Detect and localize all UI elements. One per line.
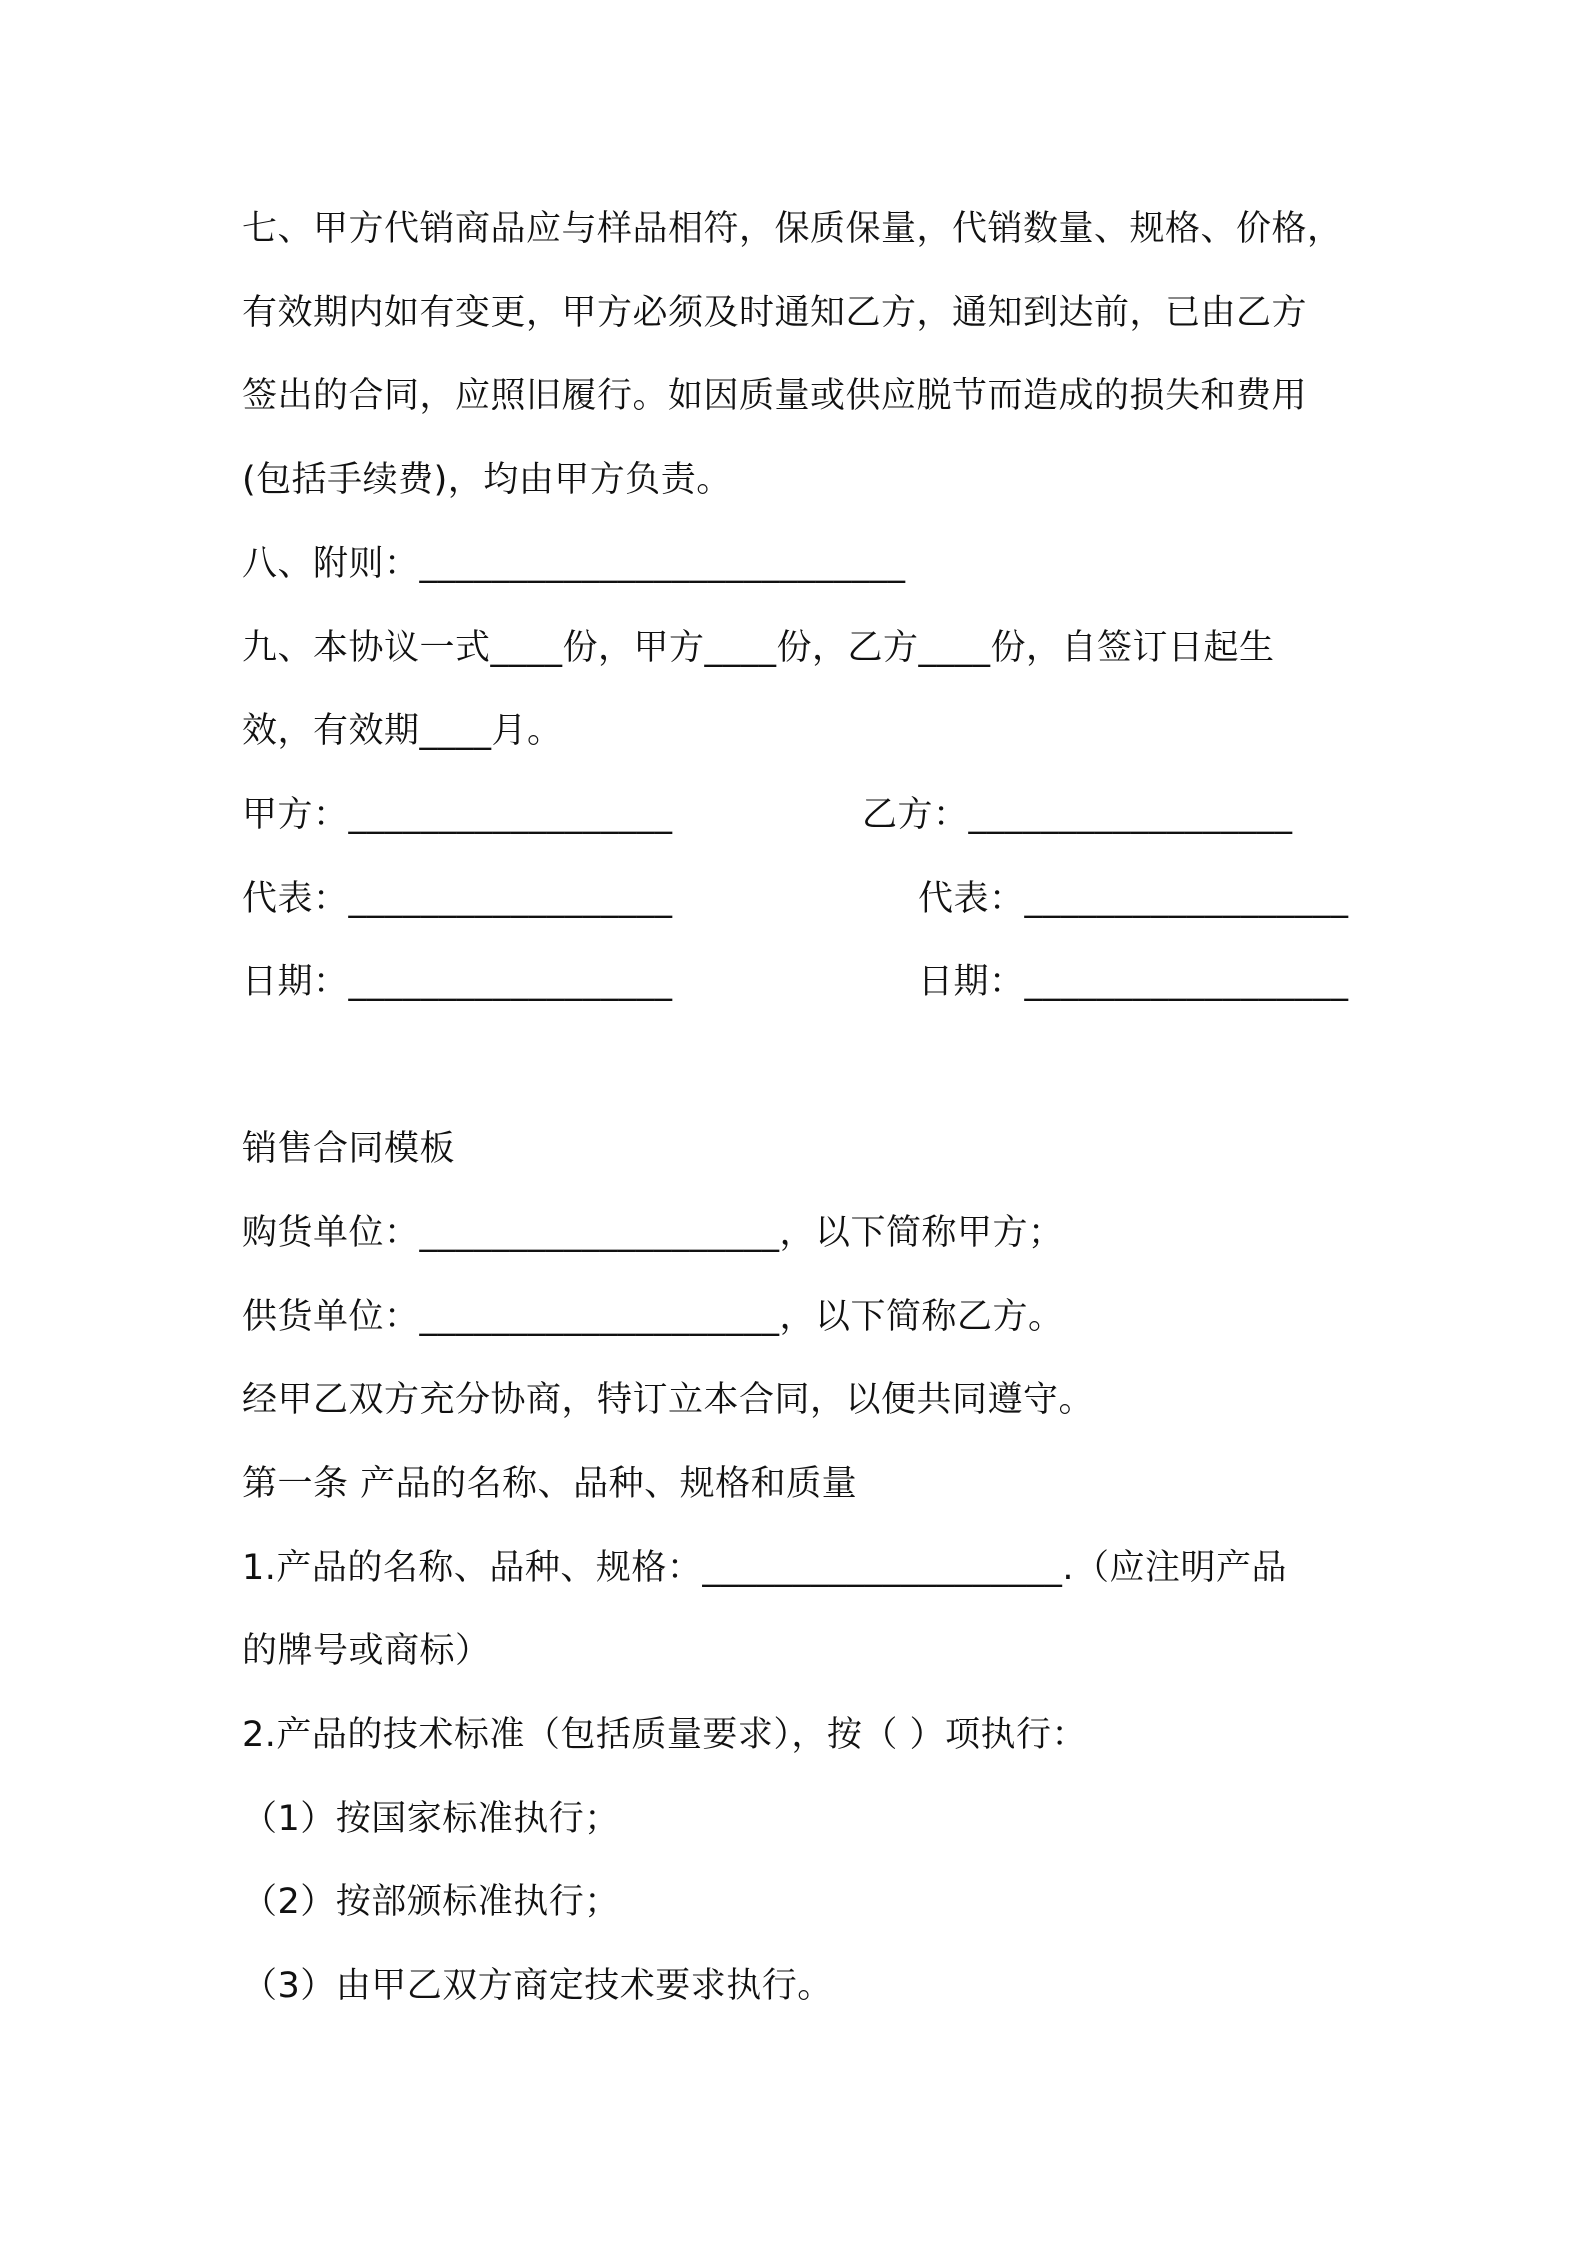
party-b-signature: 乙方：__________________ <box>862 795 1293 835</box>
item-1-line-2: 的牌号或商标） <box>242 1631 491 1671</box>
party-b-date: 日期：__________________ <box>918 962 1349 1002</box>
preamble: 经甲乙双方充分协商，特订立本合同，以便共同遵守。 <box>242 1380 1095 1420</box>
clause-8: 八、附则：___________________________ <box>242 544 906 584</box>
party-b-representative: 代表：__________________ <box>918 879 1349 919</box>
clause-7-line-4: (包括手续费)，均由甲方负责。 <box>242 460 732 500</box>
sales-contract-title: 销售合同模板 <box>242 1129 456 1169</box>
supplier-line: 供货单位：____________________，以下简称乙方。 <box>242 1297 1064 1337</box>
party-a-signature: 甲方：__________________ <box>242 795 673 835</box>
option-2: （2）按部颁标准执行； <box>242 1882 620 1922</box>
clause-7-line-1: 七、甲方代销商品应与样品相符，保质保量，代销数量、规格、价格， <box>242 209 1343 249</box>
clause-7-line-2: 有效期内如有变更，甲方必须及时通知乙方，通知到达前，已由乙方 <box>242 293 1308 333</box>
buyer-line: 购货单位：____________________，以下简称甲方； <box>242 1213 1064 1253</box>
option-3: （3）由甲乙双方商定技术要求执行。 <box>242 1966 833 2006</box>
article-1-title: 第一条 产品的名称、品种、规格和质量 <box>242 1464 858 1504</box>
clause-7-line-3: 签出的合同，应照旧履行。如因质量或供应脱节而造成的损失和费用 <box>242 376 1308 416</box>
party-a-representative: 代表：__________________ <box>242 879 673 919</box>
item-1-line-1: 1.产品的名称、品种、规格：____________________.（应注明产品 <box>242 1548 1288 1588</box>
item-2: 2.产品的技术标准（包括质量要求），按（ ）项执行： <box>242 1715 1088 1755</box>
clause-9-line-1: 九、本协议一式____份，甲方____份，乙方____份，自签订日起生 <box>242 628 1275 668</box>
party-a-date: 日期：__________________ <box>242 962 673 1002</box>
option-1: （1）按国家标准执行； <box>242 1799 620 1839</box>
clause-9-line-2: 效，有效期____月。 <box>242 711 563 751</box>
